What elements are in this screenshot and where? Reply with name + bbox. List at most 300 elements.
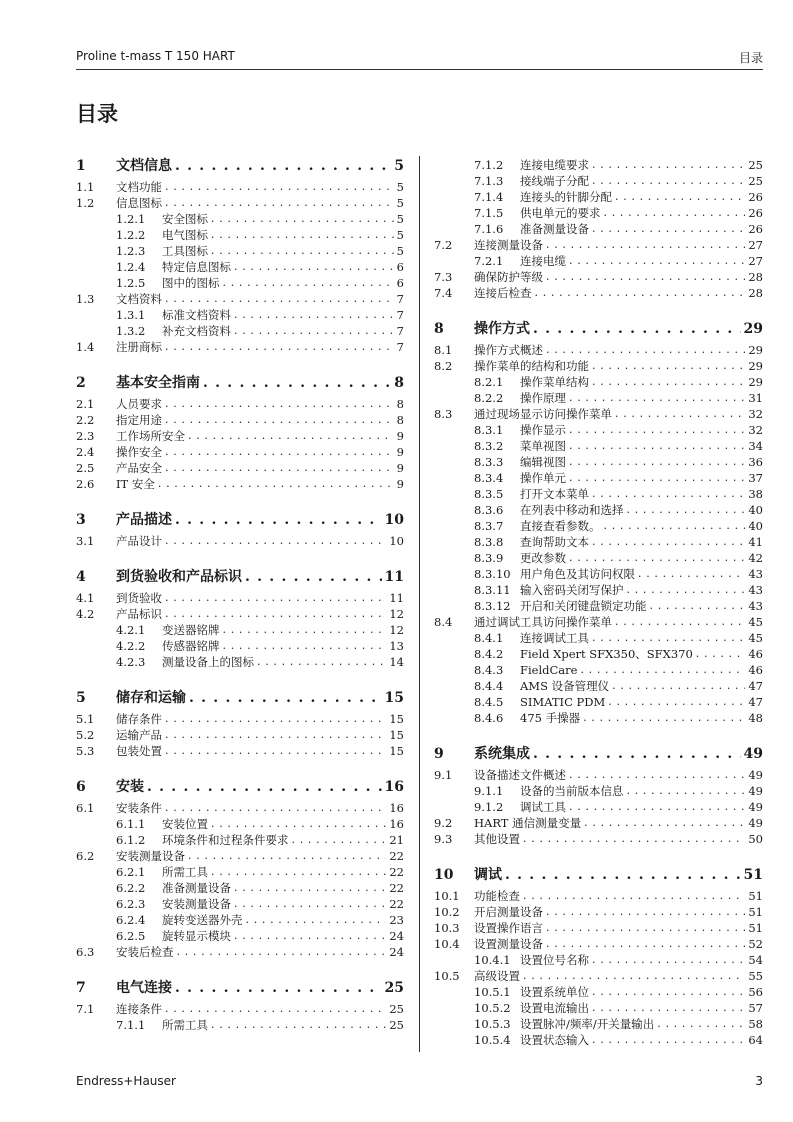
toc-entry[interactable] [434, 630, 763, 646]
toc-entry-page: 5 [396, 196, 404, 210]
toc-entry-page: 10 [384, 512, 404, 528]
toc-leader-dots [604, 518, 746, 534]
toc-leader-dots [569, 767, 745, 783]
toc-entry[interactable] [434, 173, 763, 189]
toc-section [76, 511, 404, 549]
toc-entry-title: 连接电缆要求 [520, 158, 589, 172]
toc-entry[interactable] [76, 412, 404, 428]
toc-entry[interactable] [76, 259, 404, 275]
toc-entry[interactable] [434, 518, 763, 534]
toc-entry-number: 6.2.4 [116, 913, 146, 927]
toc-entry-number: 7.1 [76, 1002, 95, 1016]
toc-entry-title: 电气图标 [162, 228, 208, 242]
toc-entry-title: 旋转显示模块 [162, 929, 231, 943]
toc-leader-dots [627, 502, 746, 518]
toc-leader-dots [615, 406, 745, 422]
toc-entry[interactable] [76, 896, 404, 912]
toc-leader-dots [234, 307, 394, 323]
toc-leader-dots [234, 896, 386, 912]
toc-entry-number: 4.2.1 [116, 623, 146, 637]
toc-entry[interactable] [434, 438, 763, 454]
toc-entry[interactable] [76, 179, 404, 195]
toc-entry-number: 9.1.1 [474, 784, 504, 798]
toc-leader-dots [211, 211, 394, 227]
toc-entry[interactable] [434, 422, 763, 438]
toc-entry-page: 38 [748, 487, 763, 501]
toc-entry-page: 42 [748, 551, 763, 565]
toc-entry[interactable] [434, 358, 763, 374]
toc-entry-number: 1.3.1 [116, 308, 146, 322]
toc-entry-title: 安全图标 [162, 212, 208, 226]
toc-leader-dots [175, 511, 382, 529]
toc-entry[interactable] [434, 662, 763, 678]
toc-leader-dots [234, 259, 394, 275]
toc-entry-title: 安装 [116, 779, 144, 795]
toc-leader-dots [165, 179, 394, 195]
toc-entry-title: 工作场所安全 [116, 429, 185, 443]
toc-entry-title: 图中的图标 [162, 276, 220, 290]
toc-entry-page: 22 [389, 849, 404, 863]
toc-entry-number: 8.4 [434, 615, 453, 629]
toc-entry-page: 7 [396, 308, 404, 322]
toc-entry-title: 安装位置 [162, 817, 208, 831]
toc-entry-title: 设置操作语言 [474, 921, 543, 935]
toc-entry[interactable] [434, 968, 763, 984]
toc-entry[interactable] [434, 1016, 763, 1032]
toc-entry-page: 5 [396, 244, 404, 258]
toc-entry-title: 其他设置 [474, 832, 520, 846]
toc-entry[interactable] [434, 710, 763, 726]
toc-entry[interactable] [76, 275, 404, 291]
toc-entry-page: 8 [396, 413, 404, 427]
toc-entry-number: 10.4.1 [474, 953, 511, 967]
toc-entry-number: 6.1.1 [116, 817, 146, 831]
toc-entry-page: 51 [748, 905, 763, 919]
toc-entry[interactable] [76, 1017, 404, 1033]
toc-entry-title: 供电单元的要求 [520, 206, 601, 220]
toc-leader-dots [165, 727, 386, 743]
toc-entry-number: 8.4.1 [474, 631, 504, 645]
toc-entry-page: 51 [748, 889, 763, 903]
toc-entry-page: 15 [389, 712, 404, 726]
toc-entry-number: 10.1 [434, 889, 460, 903]
toc-entry-title: 工具图标 [162, 244, 208, 258]
toc-chapter-entry[interactable] [76, 374, 404, 392]
toc-chapter-entry[interactable] [76, 511, 404, 529]
toc-entry[interactable] [76, 460, 404, 476]
toc-leader-dots [592, 221, 745, 237]
toc-entry[interactable] [76, 227, 404, 243]
toc-entry-page: 14 [389, 655, 404, 669]
toc-section [76, 157, 404, 355]
toc-entry-page: 56 [748, 985, 763, 999]
toc-entry-number: 6.2.2 [116, 881, 146, 895]
toc-entry-title: Field Xpert SFX350、SFX370 [520, 647, 693, 661]
toc-entry[interactable] [434, 904, 763, 920]
toc-entry-number: 7.3 [434, 270, 453, 284]
toc-entry-page: 37 [748, 471, 763, 485]
toc-leader-dots [211, 1017, 386, 1033]
toc-entry[interactable] [76, 476, 404, 492]
toc-entry[interactable] [434, 598, 763, 614]
toc-entry[interactable] [434, 189, 763, 205]
toc-entry[interactable] [434, 815, 763, 831]
toc-leader-dots [592, 173, 745, 189]
toc-entry-number: 2.3 [76, 429, 95, 443]
toc-entry-number: 8.3.1 [474, 423, 504, 437]
toc-leader-dots [188, 848, 386, 864]
toc-leader-dots [175, 979, 382, 997]
toc-entry-number: 8.2 [434, 359, 453, 373]
toc-chapter-entry[interactable] [76, 979, 404, 997]
toc-entry[interactable] [434, 936, 763, 952]
toc-entry[interactable] [76, 590, 404, 606]
toc-entry-number: 1.2.2 [116, 228, 146, 242]
toc-entry-number: 2.1 [76, 397, 95, 411]
toc-entry-page: 16 [389, 801, 404, 815]
toc-entry-number: 8.3.7 [474, 519, 504, 533]
toc-entry-page: 8 [394, 375, 404, 391]
toc-leader-dots [580, 662, 745, 678]
toc-leader-dots [245, 568, 382, 586]
toc-entry[interactable] [434, 566, 763, 582]
toc-entry-number: 8.1 [434, 343, 453, 357]
toc-entry-number: 2 [76, 375, 86, 391]
toc-entry[interactable] [434, 678, 763, 694]
toc-chapter-entry[interactable] [434, 745, 763, 763]
toc-entry-number: 8.4.2 [474, 647, 504, 661]
toc-entry[interactable] [76, 832, 404, 848]
toc-entry-number: 7.2 [434, 238, 453, 252]
toc-entry-number: 7.1.6 [474, 222, 504, 236]
toc-entry[interactable] [434, 406, 763, 422]
toc-entry-title: 储存和运输 [116, 690, 186, 706]
toc-entry-page: 7 [396, 292, 404, 306]
toc-entry[interactable] [76, 880, 404, 896]
toc-entry[interactable] [434, 550, 763, 566]
toc-entry-page: 49 [748, 768, 763, 782]
toc-leader-dots [158, 476, 394, 492]
toc-entry-page: 7 [396, 324, 404, 338]
toc-entry-number: 10.3 [434, 921, 460, 935]
toc-entry[interactable] [76, 291, 404, 307]
toc-entry-page: 31 [748, 391, 763, 405]
toc-leader-dots [211, 864, 386, 880]
toc-entry-number: 7.1.2 [474, 158, 504, 172]
toc-leader-dots [165, 396, 394, 412]
toc-entry-title: 连接后检查 [474, 286, 532, 300]
toc-entry-number: 7.4 [434, 286, 453, 300]
toc-entry-page: 24 [389, 945, 404, 959]
toc-chapter-entry[interactable] [76, 568, 404, 586]
toc-entry-number: 5.1 [76, 712, 95, 726]
toc-entry-page: 43 [748, 583, 763, 597]
toc-entry[interactable] [76, 928, 404, 944]
toc-entry-title: 准备测量设备 [520, 222, 589, 236]
toc-entry[interactable] [76, 211, 404, 227]
toc-entry-title: FieldCare [520, 663, 578, 677]
toc-entry-title: 到货验收和产品标识 [116, 569, 242, 585]
toc-entry-number: 1.2.3 [116, 244, 146, 258]
toc-entry[interactable] [434, 614, 763, 630]
toc-leader-dots [165, 444, 394, 460]
toc-entry[interactable] [434, 285, 763, 301]
toc-entry[interactable] [434, 582, 763, 598]
toc-entry-number: 10.5.3 [474, 1017, 511, 1031]
toc-leader-dots [165, 291, 394, 307]
toc-entry-page: 16 [389, 817, 404, 831]
toc-entry[interactable] [434, 888, 763, 904]
toc-entry-page: 12 [389, 623, 404, 637]
toc-entry[interactable] [434, 502, 763, 518]
header-section: 目录 [738, 51, 763, 65]
toc-entry-number: 1.2.1 [116, 212, 146, 226]
toc-entry-number: 6.1 [76, 801, 95, 815]
toc-leader-dots [165, 590, 386, 606]
toc-entry-number: 8.3.10 [474, 567, 511, 581]
toc-entry-number: 8.3.2 [474, 439, 504, 453]
toc-entry-title: 操作显示 [520, 423, 566, 437]
toc-entry-page: 54 [748, 953, 763, 967]
toc-entry-title: 连接条件 [116, 1002, 162, 1016]
toc-entry[interactable] [76, 428, 404, 444]
toc-entry[interactable] [76, 638, 404, 654]
toc-entry-title: 475 手操器 [520, 711, 581, 725]
toc-leader-dots [533, 320, 741, 338]
toc-entry-title: 产品描述 [116, 512, 172, 528]
toc-entry[interactable] [76, 339, 404, 355]
toc-entry-number: 1 [76, 158, 86, 174]
toc-entry-title: 储存条件 [116, 712, 162, 726]
toc-entry-page: 27 [748, 254, 763, 268]
toc-entry-number: 6 [76, 779, 86, 795]
toc-entry-number: 6.2.5 [116, 929, 146, 943]
toc-entry[interactable] [434, 342, 763, 358]
header-rule [76, 69, 763, 70]
toc-entry-title: 连接头的针脚分配 [520, 190, 612, 204]
toc-entry-number: 3.1 [76, 534, 95, 548]
toc-entry-page: 45 [748, 615, 763, 629]
toc-entry-number: 1.2.4 [116, 260, 146, 274]
toc-leader-dots [546, 269, 745, 285]
toc-entry[interactable] [76, 444, 404, 460]
toc-chapter-entry[interactable] [76, 689, 404, 707]
toc-entry-number: 8.4.5 [474, 695, 504, 709]
toc-entry[interactable] [76, 396, 404, 412]
toc-entry-title: 设置系统单位 [520, 985, 589, 999]
toc-leader-dots [592, 630, 745, 646]
toc-entry[interactable] [76, 727, 404, 743]
toc-entry-title: 文档信息 [116, 158, 172, 174]
toc-entry[interactable] [434, 269, 763, 285]
toc-leader-dots [165, 743, 386, 759]
toc-entry[interactable] [434, 646, 763, 662]
toc-entry[interactable] [76, 606, 404, 622]
toc-entry[interactable] [434, 253, 763, 269]
toc-leader-dots [612, 678, 745, 694]
toc-entry-page: 49 [748, 800, 763, 814]
toc-entry[interactable] [434, 984, 763, 1000]
toc-left-column [76, 157, 404, 1052]
toc-entry[interactable] [76, 654, 404, 670]
toc-leader-dots [650, 598, 746, 614]
toc-entry-number: 9.3 [434, 832, 453, 846]
toc-leader-dots [188, 428, 394, 444]
toc-entry-title: 产品标识 [116, 607, 162, 621]
toc-entry-title: 产品设计 [116, 534, 162, 548]
toc-leader-dots [608, 694, 745, 710]
toc-entry-title: SIMATIC PDM [520, 695, 606, 709]
toc-entry-title: 基本安全指南 [116, 375, 200, 391]
toc-leader-dots [523, 888, 745, 904]
toc-entry-page: 21 [389, 833, 404, 847]
toc-leader-dots [615, 189, 745, 205]
toc-entry-page: 55 [748, 969, 763, 983]
toc-entry-number: 9.2 [434, 816, 453, 830]
toc-entry-title: 操作菜单的结构和功能 [474, 359, 589, 373]
toc-entry[interactable] [434, 767, 763, 783]
toc-entry-page: 47 [748, 695, 763, 709]
toc-entry[interactable] [434, 486, 763, 502]
toc-entry[interactable] [434, 205, 763, 221]
toc-entry-page: 52 [748, 937, 763, 951]
toc-entry[interactable] [76, 243, 404, 259]
toc-entry[interactable] [434, 390, 763, 406]
toc-entry-page: 48 [748, 711, 763, 725]
toc-entry[interactable] [76, 711, 404, 727]
toc-entry-number: 6.2 [76, 849, 95, 863]
toc-entry-page: 7 [396, 340, 404, 354]
toc-chapter-entry[interactable] [76, 157, 404, 175]
toc-leader-dots [234, 880, 386, 896]
toc-entry[interactable] [434, 920, 763, 936]
toc-entry[interactable] [76, 800, 404, 816]
toc-entry-title: 输入密码关闭写保护 [520, 583, 624, 597]
toc-entry-title: 设备的当前版本信息 [520, 784, 624, 798]
toc-entry-number: 2.2 [76, 413, 95, 427]
toc-entry-page: 57 [748, 1001, 763, 1015]
toc-entry-page: 29 [748, 359, 763, 373]
toc-leader-dots [592, 374, 745, 390]
toc-entry[interactable] [76, 816, 404, 832]
toc-entry[interactable] [76, 533, 404, 549]
toc-leader-dots [546, 936, 745, 952]
toc-entry[interactable] [434, 237, 763, 253]
toc-entry-page: 25 [389, 1018, 404, 1032]
toc-entry[interactable] [434, 534, 763, 550]
toc-entry-number: 7 [76, 980, 86, 996]
toc-leader-dots [234, 323, 394, 339]
toc-entry[interactable] [434, 470, 763, 486]
toc-entry[interactable] [434, 799, 763, 815]
toc-entry-page: 11 [389, 591, 404, 605]
toc-entry-title: 确保防护等级 [474, 270, 543, 284]
toc-entry-page: 6 [396, 276, 404, 290]
toc-entry-title: 操作单元 [520, 471, 566, 485]
toc-entry-title: 接线端子分配 [520, 174, 589, 188]
toc-leader-dots [592, 1000, 745, 1016]
toc-entry[interactable] [434, 1000, 763, 1016]
toc-entry[interactable] [434, 783, 763, 799]
toc-entry-number: 9.1 [434, 768, 453, 782]
toc-entry-title: 传感器铭牌 [162, 639, 220, 653]
toc-entry[interactable] [434, 454, 763, 470]
toc-entry-page: 46 [748, 663, 763, 677]
header-product: Proline t-mass T 150 HART [76, 49, 235, 63]
toc-entry-page: 9 [396, 445, 404, 459]
toc-entry-title: 用户角色及其访问权限 [520, 567, 635, 581]
toc-entry-number: 4.1 [76, 591, 95, 605]
toc-entry-title: 更改参数 [520, 551, 566, 565]
toc-entry[interactable] [76, 743, 404, 759]
toc-entry[interactable] [76, 323, 404, 339]
toc-entry-number: 8.4.4 [474, 679, 504, 693]
toc-entry-number: 6.3 [76, 945, 95, 959]
toc-entry-title: 操作方式 [474, 321, 530, 337]
toc-entry-title: 高级设置 [474, 969, 520, 983]
toc-leader-dots [165, 606, 386, 622]
toc-entry-number: 9 [434, 746, 444, 762]
toc-entry[interactable] [434, 952, 763, 968]
toc-entry-number: 7.1.5 [474, 206, 504, 220]
toc-entry-page: 25 [748, 158, 763, 172]
toc-leader-dots [546, 342, 745, 358]
toc-leader-dots [546, 904, 745, 920]
toc-entry[interactable] [76, 864, 404, 880]
toc-entry[interactable] [434, 221, 763, 237]
toc-leader-dots [592, 1032, 745, 1048]
toc-entry-title: 所需工具 [162, 865, 208, 879]
toc-leader-dots [175, 157, 391, 175]
toc-leader-dots [546, 237, 745, 253]
toc-entry-page: 40 [748, 519, 763, 533]
toc-entry-title: 调试 [474, 867, 502, 883]
toc-entry[interactable] [76, 1001, 404, 1017]
toc-chapter-entry[interactable] [434, 320, 763, 338]
toc-entry[interactable] [76, 912, 404, 928]
toc-entry-title: 安装测量设备 [162, 897, 231, 911]
toc-entry-title: 操作原理 [520, 391, 566, 405]
toc-entry-page: 24 [389, 929, 404, 943]
toc-entry-title: 设置电流输出 [520, 1001, 589, 1015]
toc-entry[interactable] [434, 374, 763, 390]
toc-entry-title: 标准文档资料 [162, 308, 231, 322]
toc-leader-dots [592, 358, 745, 374]
toc-entry-number: 10.5.4 [474, 1033, 511, 1047]
toc-entry[interactable] [434, 1032, 763, 1048]
toc-entry-title: HART 通信测量变量 [474, 816, 582, 830]
toc-entry[interactable] [434, 694, 763, 710]
toc-entry[interactable] [434, 831, 763, 847]
toc-entry[interactable] [434, 157, 763, 173]
toc-entry-title: 调试工具 [520, 800, 566, 814]
toc-entry[interactable] [76, 848, 404, 864]
toc-entry[interactable] [76, 944, 404, 960]
toc-chapter-entry[interactable] [434, 866, 763, 884]
toc-entry-page: 8 [396, 397, 404, 411]
toc-entry-title: 准备测量设备 [162, 881, 231, 895]
toc-entry-title: 设置脉冲/频率/开关量输出 [520, 1017, 655, 1031]
toc-leader-dots [203, 374, 391, 392]
toc-chapter-entry[interactable] [76, 778, 404, 796]
toc-entry-number: 8.3.6 [474, 503, 504, 517]
toc-entry[interactable] [76, 307, 404, 323]
toc-entry[interactable] [76, 195, 404, 211]
toc-entry-number: 7.1.4 [474, 190, 504, 204]
toc-entry-number: 8.3.8 [474, 535, 504, 549]
toc-section [76, 568, 404, 670]
toc-entry[interactable] [76, 622, 404, 638]
